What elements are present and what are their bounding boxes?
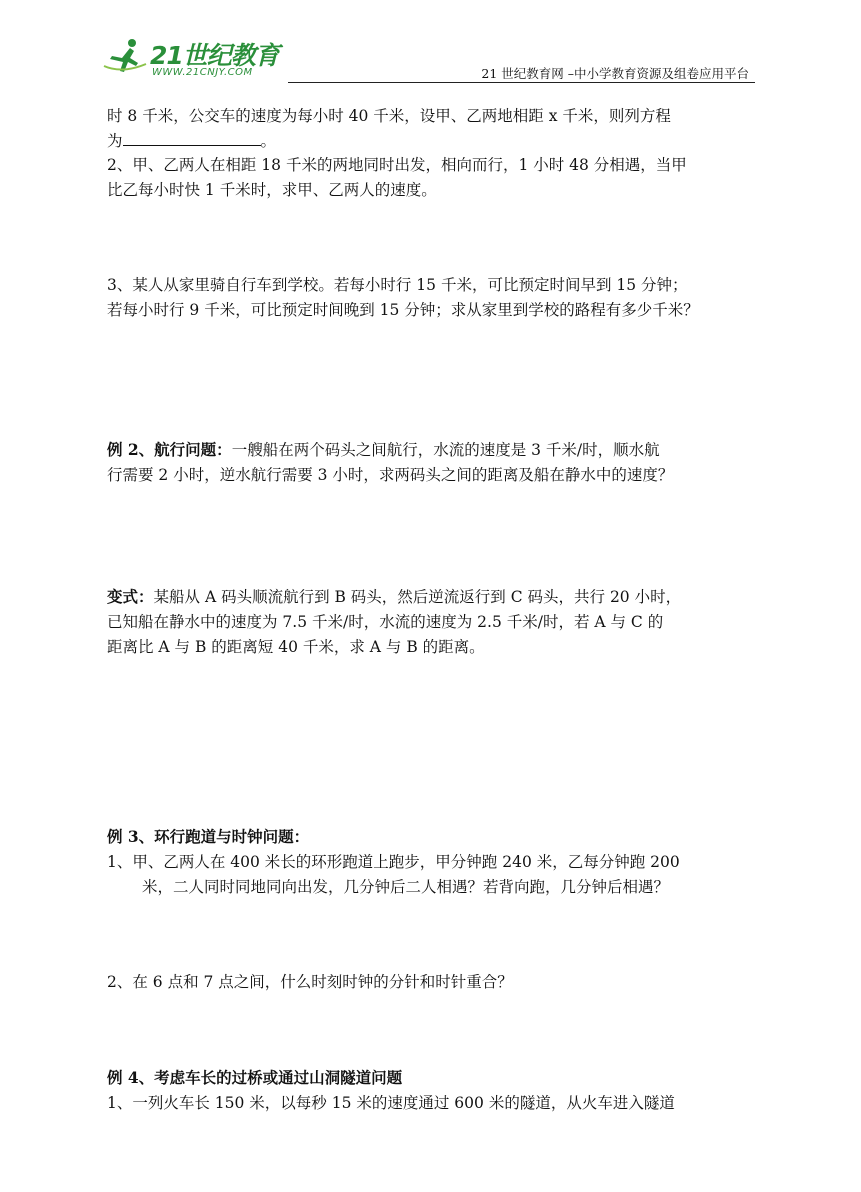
text-line: 时 8 千米，公交车的速度为每小时 40 千米，设甲、乙两地相距 x 千米，则列方程 xyxy=(107,107,671,125)
text-line: 米，二人同时同地同向出发，几分钟后二人相遇？若背向跑，几分钟后相遇？ xyxy=(142,878,670,896)
example-title xyxy=(107,1068,757,1088)
text-fragment: 一艘船在两个码头之间航行，水流的速度是 3 千米/时，顺水航 xyxy=(231,441,660,459)
logo xyxy=(100,34,290,82)
example-title-text: 例 3、环行跑道与时钟问题： xyxy=(107,827,310,846)
text-line xyxy=(107,440,757,460)
logo-url: WWW.21CNJY.COM xyxy=(152,67,253,78)
runner-logo-icon xyxy=(102,38,148,74)
example-title xyxy=(107,827,757,847)
text-fragment: 为 xyxy=(107,132,123,150)
variant-title: 变式： xyxy=(107,587,154,606)
answer-blank xyxy=(123,131,261,146)
text-fragment: 某船从 A 码头顺流航行到 B 码头，然后逆流返行到 C 码头，共行 20 小时， xyxy=(153,588,682,606)
page-header xyxy=(100,34,755,82)
text-line: 比乙每小时快 1 千米时，求甲、乙两人的速度。 xyxy=(107,181,437,199)
example-title-text: 例 4、考虑车长的过桥或通过山洞隧道问题 xyxy=(107,1068,403,1087)
example-title: 例 2、航行问题： xyxy=(107,440,232,459)
text-line-blank xyxy=(107,131,757,151)
text-line xyxy=(107,587,757,607)
header-rule xyxy=(288,82,755,83)
text-fragment: 。 xyxy=(260,132,277,150)
text-line: 行需要 2 小时，逆水航行需要 3 小时，求两码头之间的距离及船在静水中的速度？ xyxy=(107,466,674,484)
text-line: 已知船在静水中的速度为 7.5 千米/时，水流的速度为 2.5 千米/时，若 A 与 C 的 xyxy=(107,613,664,631)
text-line: 1、甲、乙两人在 400 米长的环形跑道上跑步，甲分钟跑 240 米，乙每分钟跑 200 xyxy=(107,853,680,871)
site-title: 21 世纪教育网 –中小学教育资源及组卷应用平台 xyxy=(481,66,749,81)
text-line: 距离比 A 与 B 的距离短 40 千米，求 A 与 B 的距离。 xyxy=(107,638,485,656)
text-line: 2、甲、乙两人在相距 18 千米的两地同时出发，相向而行，1 小时 48 分相遇，当甲 xyxy=(107,156,687,174)
text-line: 1、一列火车长 150 米，以每秒 15 米的速度通过 600 米的隧道，从火车进入隧道 xyxy=(107,1094,675,1112)
text-line: 2、在 6 点和 7 点之间，什么时刻时钟的分针和时针重合？ xyxy=(107,973,513,991)
text-line: 若每小时行 9 千米，可比预定时间晚到 15 分钟；求从家里到学校的路程有多少千米？ xyxy=(107,301,699,319)
logo-mark: 21世纪教育 xyxy=(150,41,279,70)
text-line: 3、某人从家里骑自行车到学校。若每小时行 15 千米，可比预定时间早到 15 分钟； xyxy=(107,276,688,294)
